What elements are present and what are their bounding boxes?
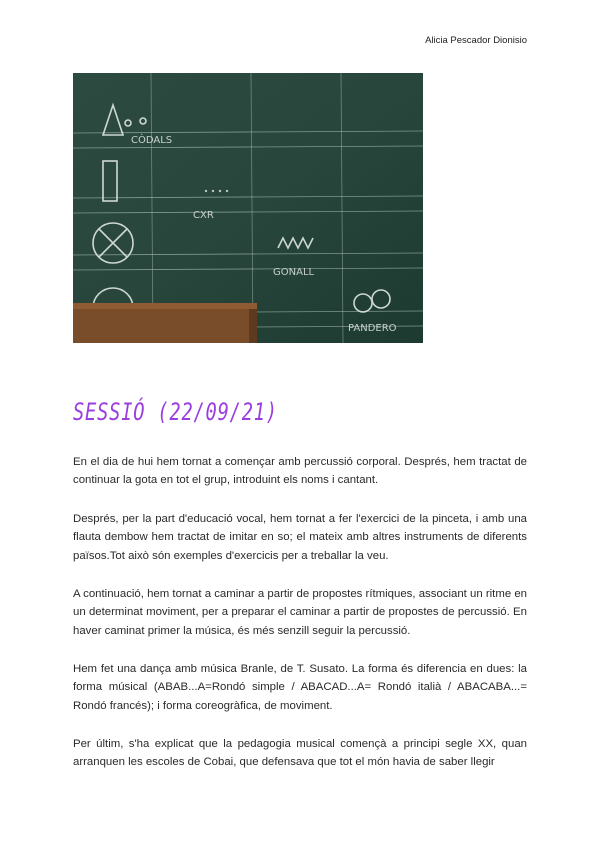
board-text: PANDERO <box>348 323 397 334</box>
paragraph: Hem fet una dança amb música Branle, de T. Susato. La forma és diferencia en dues: la forma músical (ABAB...A=Rondó simple / ABACAD...A= Rondó italià / ABACABA...= Rondó francés); i forma coreogràfica, de moviment. <box>73 663 527 712</box>
session-title: SESSIÓ (22/09/21) <box>73 398 278 426</box>
board-text: CXR <box>193 210 214 221</box>
paragraph: Després, per la part d'educació vocal, hem tornat a fer l'exercici de la pinceta, i amb una flauta dembow hem tractat de imitar en so; el mateix amb altres instruments de diferents països.Tot això són exemples d'exercicis per a treballar la veu. <box>73 513 527 562</box>
chalkboard-photo <box>73 73 423 343</box>
paragraph: En el dia de hui hem tornat a començar amb percussió corporal. Després, hem tractat de continuar la gota en tot el grup, introduint els noms i cantant. <box>73 456 527 487</box>
chalkboard-illustration <box>73 73 423 343</box>
paragraph: A continuació, hem tornat a caminar a partir de propostes rítmiques, associant un ritme en un determinat moviment, per a preparar el caminar a partir de propostes de percussió. En haver caminat primer la música, és més senzill seguir la percussió. <box>73 588 527 637</box>
paragraph: Per últim, s'ha explicat que la pedagogia musical començà a principi segle XX, quan arranquen les escoles de Cobai, que defensava que tot el món havia de saber llegir <box>73 738 527 769</box>
board-text: GONALL <box>273 267 315 278</box>
author-name: Alicia Pescador Dionisio <box>425 35 527 46</box>
board-text: CÒDALS <box>131 135 173 146</box>
